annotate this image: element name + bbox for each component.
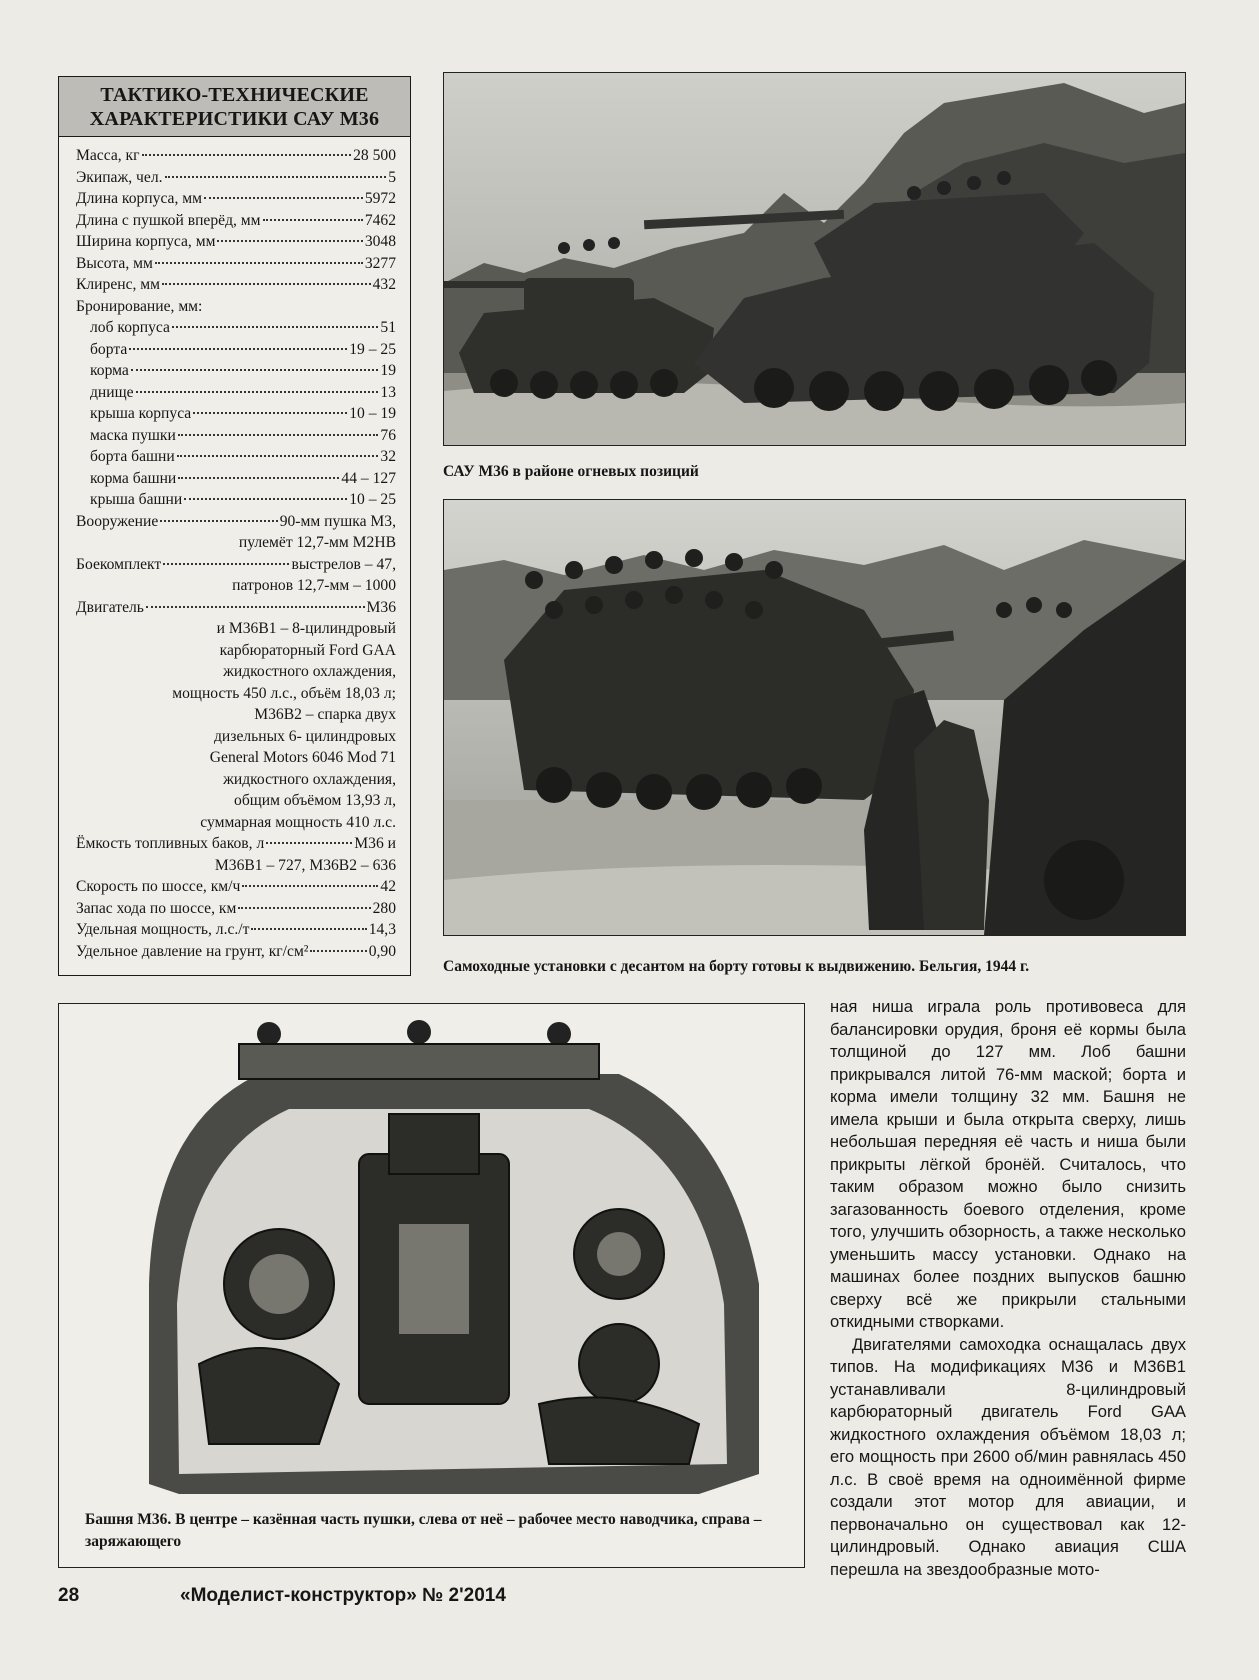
spec-value: 7462 — [364, 211, 396, 229]
spec-row — [76, 382, 396, 404]
spec-row — [76, 468, 396, 490]
dot-leader — [184, 498, 347, 500]
spec-label: Ширина корпуса, мм — [76, 233, 216, 250]
spec-row — [76, 446, 396, 468]
spec-label: маска пушки — [90, 426, 176, 444]
article-paragraph-2: Двигателями самоходка оснащалась двух типов. На модификациях М36 и М36В1 устанавливали 8-цилиндровый карбюраторный двигатель Ford GAA жидкостного охлаждения объёмом 18,03 л; его мощность при 2600 об/мин равнялась 450 л.с. В своё время на одноимённой фирме создали этот мотор для авиации, и первоначально он существовал как 12-цилиндровый. Однако авиация США перешла на звездообразные мото- — [830, 1334, 1186, 1579]
dot-leader — [131, 369, 379, 371]
spec-row — [76, 425, 396, 447]
spec-row — [76, 253, 396, 275]
spec-value: 3277 — [364, 254, 396, 272]
spec-group-header: Бронирование, мм: — [76, 297, 203, 315]
spec-list — [59, 137, 410, 962]
spec-continuation: M36B2 – спарка двух — [254, 706, 396, 723]
spec-row — [76, 167, 396, 189]
spec-label: лоб корпуса — [90, 319, 170, 336]
spec-continuation: и M36B1 – 8-цилиндровый — [216, 620, 396, 637]
spec-label: корма — [90, 362, 129, 379]
spec-row — [76, 511, 396, 533]
dot-leader — [266, 842, 352, 844]
spec-label: Длина корпуса, мм — [76, 190, 203, 207]
spec-continuation: патронов 12,7-мм – 1000 — [232, 577, 396, 594]
spec-row — [76, 898, 396, 920]
spec-label: Высота, мм — [76, 254, 153, 272]
spec-continuation: мощность 450 л.с., объём 18,03 л; — [172, 684, 396, 702]
spec-label: Удельное давление на грунт, кг/см² — [76, 942, 309, 960]
spec-value: 0,90 — [368, 942, 396, 960]
dot-leader — [163, 563, 289, 565]
spec-table-title: ТАКТИКО-ТЕХНИЧЕСКИЕ ХАРАКТЕРИСТИКИ САУ М36 — [59, 77, 410, 137]
photo-m36-with-troops — [443, 499, 1186, 936]
spec-value: 32 — [380, 448, 396, 465]
spec-label: днище — [90, 383, 134, 401]
spec-row — [76, 919, 396, 941]
spec-value: M36 и — [354, 835, 396, 852]
spec-row — [76, 941, 396, 963]
dot-leader — [165, 176, 387, 178]
spec-value: 10 – 25 — [349, 491, 396, 508]
spec-value: выстрелов – 47, — [291, 555, 396, 573]
dot-leader — [251, 928, 366, 930]
spec-label: Скорость по шоссе, км/ч — [76, 878, 241, 895]
spec-label: Боекомплект — [76, 555, 162, 573]
spec-row — [76, 597, 396, 619]
spec-row — [76, 231, 396, 253]
spec-value: 3048 — [364, 233, 396, 250]
spec-label: Запас хода по шоссе, км — [76, 899, 237, 917]
spec-table — [58, 76, 411, 976]
dot-leader — [129, 348, 347, 350]
spec-label: Ёмкость топливных баков, л — [76, 835, 265, 852]
spec-row — [76, 489, 396, 511]
spec-row — [76, 317, 396, 339]
spec-value: 5 — [388, 168, 396, 186]
spec-label: Двигатель — [76, 598, 144, 616]
spec-row — [76, 188, 396, 210]
photo2-caption: Самоходные установки с десантом на борту готовы к выдвижению. Бельгия, 1944 г. — [443, 958, 1030, 975]
spec-row — [76, 210, 396, 232]
spec-value: 90-мм пушка М3, — [279, 512, 396, 530]
spec-continuation: M36B1 – 727, M36B2 – 636 — [214, 856, 396, 874]
spec-value: 432 — [372, 276, 396, 293]
spec-continuation: пулемёт 12,7-мм M2HB — [238, 534, 396, 551]
dot-leader — [142, 154, 352, 156]
spec-row — [76, 554, 396, 576]
dot-leader — [177, 455, 379, 457]
photo3-caption: Башня М36. В центре – казённая часть пушки, слева от неё – рабочее место наводчика, справа – заряжающего — [85, 1509, 785, 1553]
spec-label: Удельная мощность, л.с./т — [76, 921, 250, 938]
dot-leader — [178, 477, 339, 479]
spec-value: 28 500 — [353, 147, 396, 164]
page-footer — [58, 1585, 506, 1607]
photo-m36-turret-interior — [58, 1003, 805, 1568]
article-paragraph-1: ная ниша играла роль противовеса для балансировки орудия, броня её кормы была толщиной до 127 мм. Лоб башни прикрывался литой 76-мм маской; борта и корма имели толщину 32 мм. Башня не имела крыши и была открыта сверху, лишь небольшая передняя её часть и ниша были прикрыты лёгкой бронёй. Считалось, что таким образом можно было снизить загазованность боевого отделения, кроме того, улучшить обзорность, а также несколько уменьшить массу установки. Однако на машинах более поздних выпусков башню сверху всё же прикрыли стальными откидными створками. — [830, 997, 1186, 1331]
dot-leader — [162, 283, 371, 285]
spec-value: 51 — [380, 319, 396, 336]
spec-continuation: общим объёмом 13,93 л, — [234, 792, 396, 809]
dot-leader — [136, 391, 379, 393]
spec-row — [76, 833, 396, 855]
photo-m36-firing-positions — [443, 72, 1186, 446]
dot-leader — [310, 950, 366, 952]
spec-value: 14,3 — [368, 921, 396, 938]
dot-leader — [146, 606, 365, 608]
spec-value: 10 – 19 — [349, 405, 396, 422]
spec-value: 5972 — [364, 190, 396, 207]
spec-continuation: жидкостного охлаждения, — [223, 663, 396, 680]
spec-label: Экипаж, чел. — [76, 168, 163, 186]
spec-row — [76, 274, 396, 296]
dot-leader — [160, 520, 277, 522]
spec-label: борта — [90, 340, 128, 358]
spec-label: борта башни — [90, 448, 175, 465]
spec-value: 19 – 25 — [349, 340, 396, 358]
dot-leader — [155, 262, 363, 264]
spec-row — [76, 145, 396, 167]
page-number: 28 — [58, 1585, 80, 1606]
spec-value: 76 — [380, 426, 396, 444]
spec-continuation: General Motors 6046 Mod 71 — [209, 749, 396, 766]
spec-value: 13 — [380, 383, 396, 401]
spec-value: 19 — [380, 362, 396, 379]
spec-row — [76, 876, 396, 898]
spec-continuation: суммарная мощность 410 л.с. — [200, 813, 396, 831]
spec-row — [76, 403, 396, 425]
spec-row — [76, 360, 396, 382]
dot-leader — [172, 326, 378, 328]
spec-continuation: карбюраторный Ford GAA — [219, 641, 396, 659]
article-column — [830, 996, 1186, 1581]
spec-continuation: дизельных 6- цилиндровых — [214, 727, 396, 745]
spec-label: корма башни — [90, 469, 177, 487]
spec-value: 44 – 127 — [341, 469, 396, 487]
spec-row — [76, 339, 396, 361]
spec-label: крыша башни — [90, 491, 183, 508]
photo1-caption: САУ М36 в районе огневых позиций — [443, 463, 699, 480]
spec-value: M36 — [366, 598, 396, 616]
magazine-title: «Моделист-конструктор» № 2'2014 — [180, 1585, 506, 1606]
spec-value: 42 — [380, 878, 396, 895]
dot-leader — [238, 907, 370, 909]
dot-leader — [217, 240, 362, 242]
spec-label: Длина с пушкой вперёд, мм — [76, 211, 261, 229]
spec-label: Масса, кг — [76, 147, 140, 164]
dot-leader — [242, 885, 378, 887]
spec-label: Вооружение — [76, 512, 159, 530]
dot-leader — [263, 219, 363, 221]
dot-leader — [193, 412, 347, 414]
spec-continuation: жидкостного охлаждения, — [223, 770, 396, 788]
dot-leader — [178, 434, 379, 436]
dot-leader — [204, 197, 363, 199]
spec-label: крыша корпуса — [90, 405, 192, 422]
spec-value: 280 — [372, 899, 396, 917]
spec-label: Клиренс, мм — [76, 276, 161, 293]
